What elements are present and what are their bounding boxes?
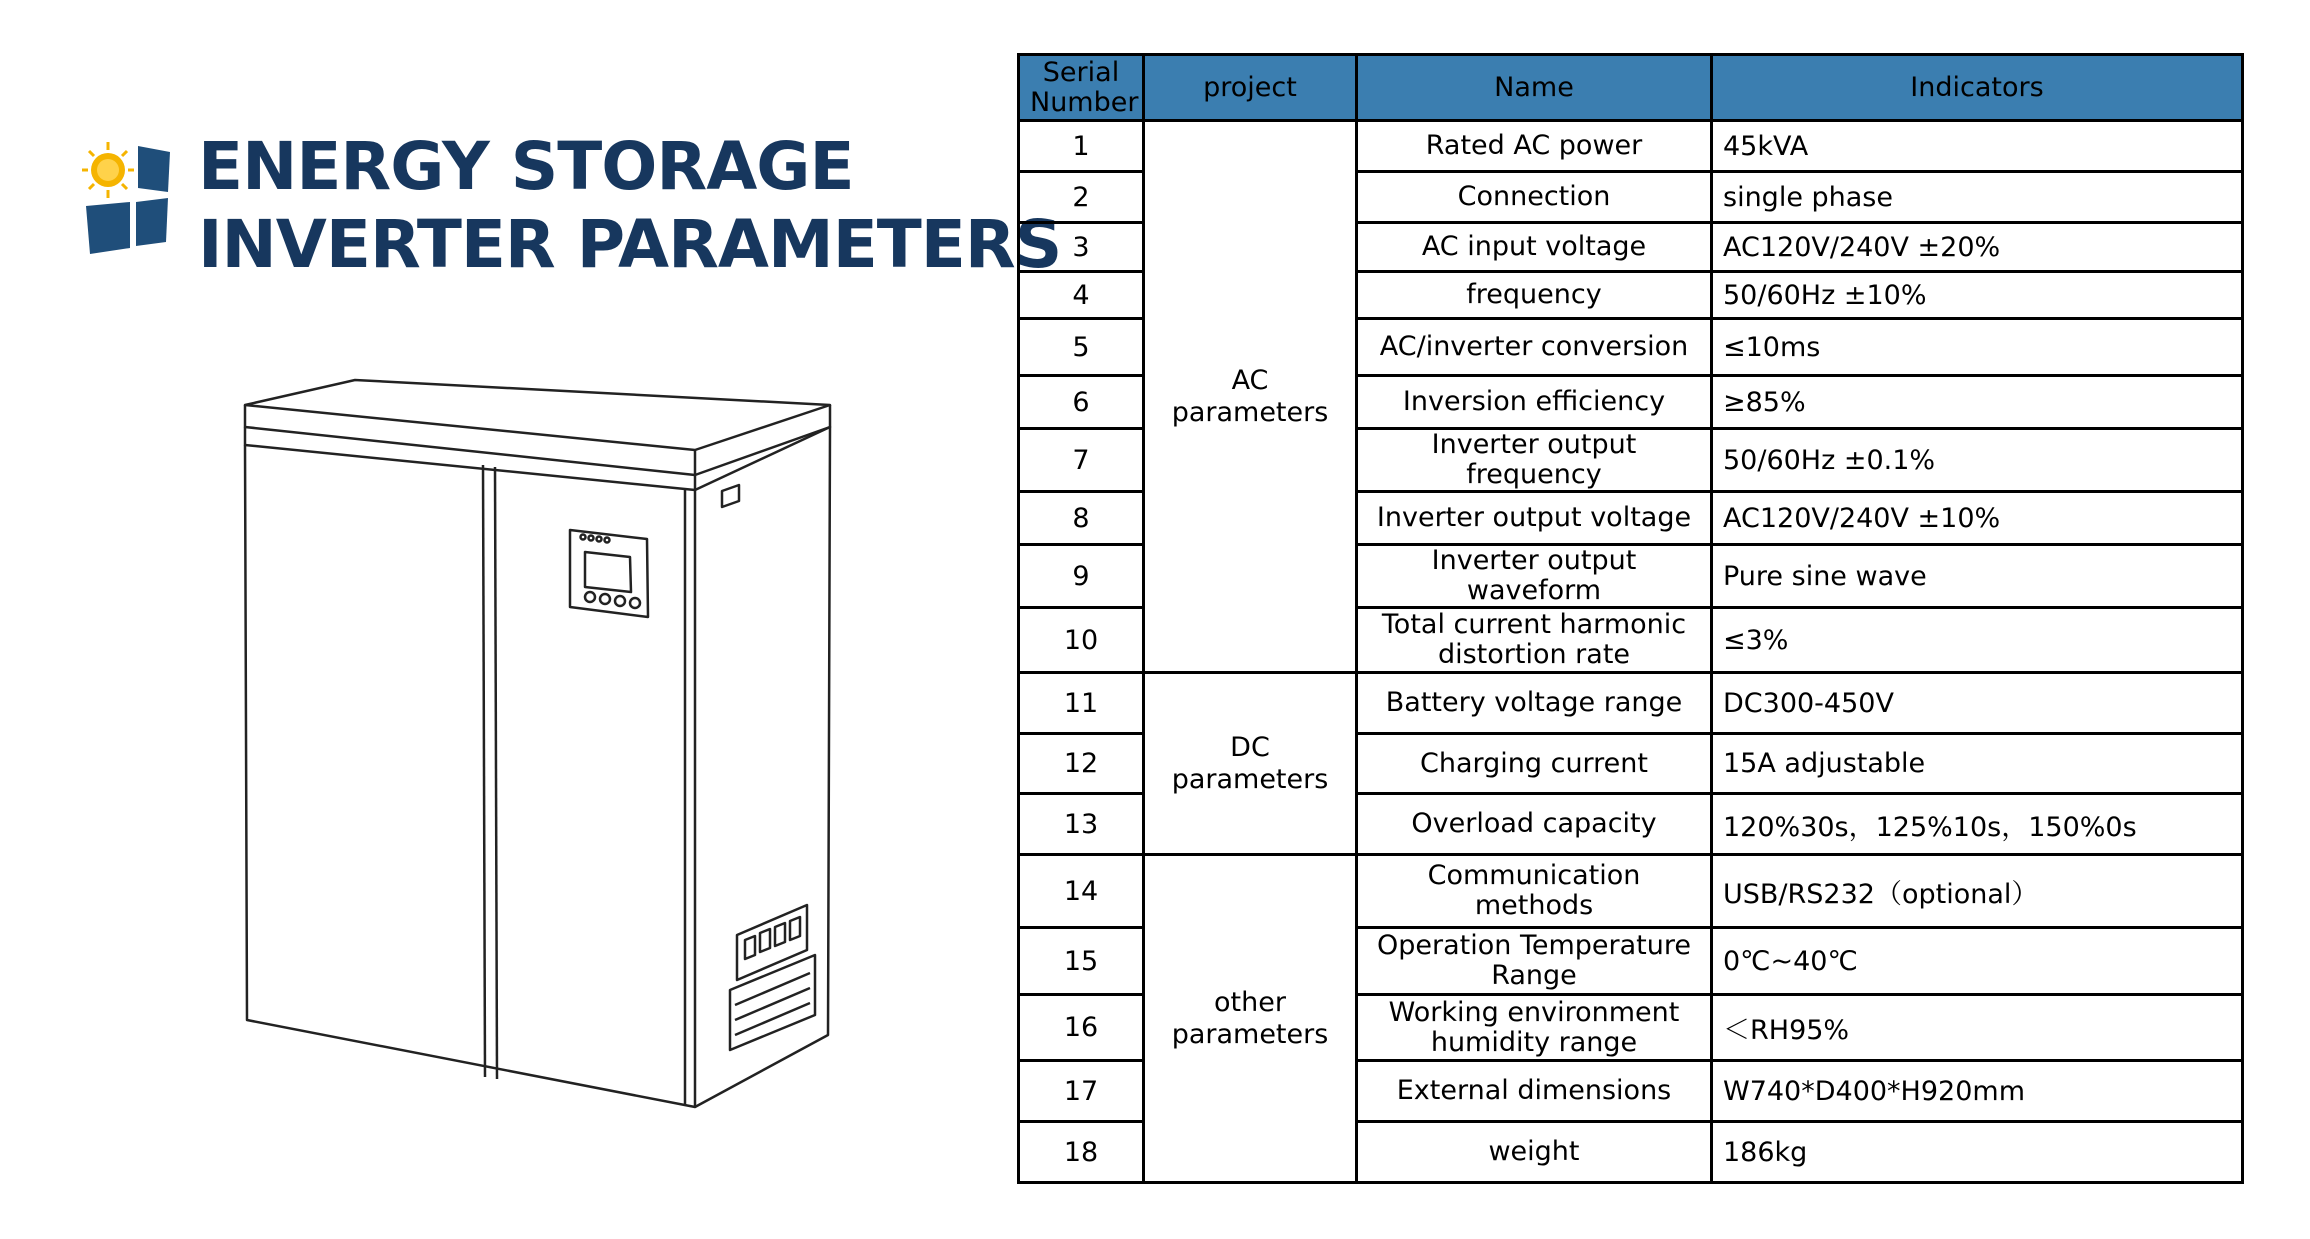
parameter-name: Overload capacity [1357, 794, 1712, 855]
serial-number: 12 [1019, 734, 1144, 794]
parameter-name: External dimensions [1357, 1061, 1712, 1122]
parameter-value: ≥85% [1712, 376, 2243, 429]
serial-number: 5 [1019, 319, 1144, 376]
serial-number: 3 [1019, 223, 1144, 272]
parameter-value: AC120V/240V ±20% [1712, 223, 2243, 272]
serial-number: 10 [1019, 608, 1144, 673]
serial-number: 8 [1019, 492, 1144, 545]
parameter-name: frequency [1357, 272, 1712, 319]
parameter-name: Inverter output waveform [1357, 545, 1712, 608]
serial-number: 16 [1019, 995, 1144, 1061]
parameter-name: Inverter output voltage [1357, 492, 1712, 545]
parameter-name: AC input voltage [1357, 223, 1712, 272]
header-project: project [1144, 55, 1357, 121]
serial-number: 13 [1019, 794, 1144, 855]
serial-number: 2 [1019, 172, 1144, 223]
table-row [1019, 855, 2243, 928]
serial-number: 9 [1019, 545, 1144, 608]
parameter-value: 0℃~40℃ [1712, 928, 2243, 995]
parameter-value: ≤3% [1712, 608, 2243, 673]
title-line-2: INVERTER PARAMETERS [198, 206, 1062, 283]
inverter-cabinet-drawing [225, 365, 850, 1125]
header-name: Name [1357, 55, 1712, 121]
parameter-name: Rated AC power [1357, 121, 1712, 172]
serial-number: 4 [1019, 272, 1144, 319]
parameter-value: 45kVA [1712, 121, 2243, 172]
parameter-value: single phase [1712, 172, 2243, 223]
parameter-name: Inversion efficiency [1357, 376, 1712, 429]
serial-number: 11 [1019, 673, 1144, 734]
table-row [1019, 673, 2243, 734]
serial-number: 18 [1019, 1122, 1144, 1183]
parameter-value: Pure sine wave [1712, 545, 2243, 608]
parameter-name: Charging current [1357, 734, 1712, 794]
specification-table [1017, 53, 2244, 1184]
parameter-value: 15A adjustable [1712, 734, 2243, 794]
parameter-value: 186kg [1712, 1122, 2243, 1183]
parameter-name: Inverter output frequency [1357, 429, 1712, 492]
table-header-row [1019, 55, 2243, 121]
group-dc-parameters: DC parameters [1144, 673, 1357, 855]
serial-number: 17 [1019, 1061, 1144, 1122]
parameter-value: AC120V/240V ±10% [1712, 492, 2243, 545]
serial-number: 15 [1019, 928, 1144, 995]
parameter-value: ≤10ms [1712, 319, 2243, 376]
group-other-parameters: other parameters [1144, 855, 1357, 1183]
parameter-name: Connection [1357, 172, 1712, 223]
group-ac-parameters: AC parameters [1144, 121, 1357, 673]
parameter-value: 50/60Hz ±10% [1712, 272, 2243, 319]
parameter-value: 50/60Hz ±0.1% [1712, 429, 2243, 492]
header-indicators: Indicators [1712, 55, 2243, 121]
parameter-name: Operation Temperature Range [1357, 928, 1712, 995]
header-serial-number: Serial Number [1019, 55, 1144, 121]
parameter-name: AC/inverter conversion [1357, 319, 1712, 376]
serial-number: 14 [1019, 855, 1144, 928]
parameter-value: W740*D400*H920mm [1712, 1061, 2243, 1122]
parameter-value: ＜RH95% [1712, 995, 2243, 1061]
table-row [1019, 121, 2243, 172]
parameter-name: Total current harmonic distortion rate [1357, 608, 1712, 673]
serial-number: 1 [1019, 121, 1144, 172]
serial-number: 7 [1019, 429, 1144, 492]
parameter-name: Battery voltage range [1357, 673, 1712, 734]
parameter-name: weight [1357, 1122, 1712, 1183]
page-title [198, 128, 1061, 284]
serial-number: 6 [1019, 376, 1144, 429]
title-line-1: ENERGY STORAGE [198, 128, 854, 205]
parameter-value: USB/RS232（optional） [1712, 855, 2243, 928]
solar-panel-sun-icon [82, 140, 174, 270]
parameter-name: Communication methods [1357, 855, 1712, 928]
parameter-value: 120%30s，125%10s，150%0s [1712, 794, 2243, 855]
parameter-name: Working environment humidity range [1357, 995, 1712, 1061]
parameter-value: DC300-450V [1712, 673, 2243, 734]
